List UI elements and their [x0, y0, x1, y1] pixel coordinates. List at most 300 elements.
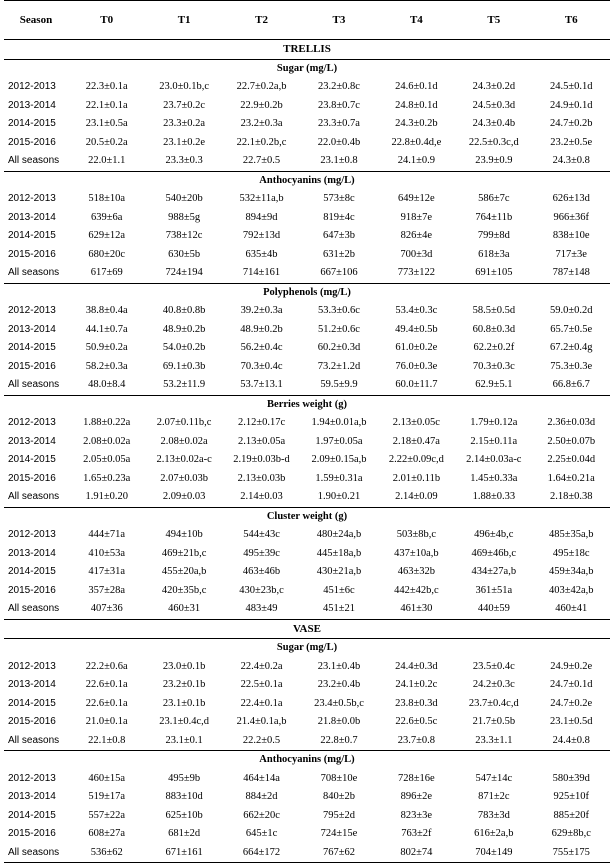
value-cell: 24.5±0.1d	[550, 81, 593, 92]
value-cell: 2.07±0.03b	[160, 472, 209, 484]
season-cell: 2012-2013	[8, 193, 56, 204]
value-cell: 738±12c	[165, 230, 203, 241]
table-row	[4, 246, 610, 265]
season-cell: 2014-2015	[8, 118, 56, 129]
value-cell: 24.6±0.1d	[395, 81, 438, 92]
table-row	[4, 321, 610, 340]
table-row	[4, 227, 610, 246]
all-seasons-row	[4, 264, 610, 283]
value-cell: 966±36f	[553, 211, 590, 223]
value-cell: 518±10a	[88, 193, 126, 204]
value-cell: 22.8±0.7	[300, 732, 377, 751]
treatment-column-header: T2	[223, 1, 300, 40]
value-cell: 24.2±0.3c	[472, 679, 515, 690]
value-cell: 783±3d	[477, 809, 510, 821]
value-cell: 717±3e	[555, 248, 587, 260]
value-cell: 22.8±0.4d,e	[391, 136, 442, 148]
table-row	[4, 582, 610, 601]
table-body	[4, 40, 610, 863]
value-cell: 48.9±0.2b	[240, 323, 283, 335]
value-cell: 23.1±0.1b	[162, 697, 206, 709]
value-cell: 22.1±0.2b,c	[236, 136, 287, 148]
season-cell: 2014-2015	[8, 230, 56, 241]
value-cell: 437±10a,b	[394, 547, 439, 559]
value-cell: 22.6±0.5c	[395, 716, 438, 727]
value-cell: 1.64±0.21a	[547, 472, 595, 484]
treatment-column-header: T3	[300, 1, 377, 40]
season-cell: 2015-2016	[8, 136, 56, 148]
season-cell: 2013-2014	[8, 99, 56, 111]
value-cell: 925±10f	[553, 791, 590, 802]
season-cell: 2015-2016	[8, 472, 56, 484]
parameter-heading-row	[4, 171, 610, 190]
value-cell: 21.0±0.1a	[85, 716, 128, 727]
value-cell: 519±17a	[88, 791, 126, 802]
value-cell: 773±122	[378, 264, 455, 283]
season-cell: 2014-2015	[8, 809, 56, 821]
value-cell: 451±21	[300, 600, 377, 619]
value-cell: 22.1±0.1a	[85, 99, 128, 111]
value-cell: 434±27a,b	[471, 566, 517, 577]
table-row	[4, 470, 610, 489]
value-cell: 23.3±0.3	[145, 152, 222, 171]
value-cell: 23.2±0.1b	[162, 679, 206, 690]
value-cell: 536±62	[68, 844, 145, 863]
value-cell: 2.13±0.02a-c	[156, 454, 212, 465]
value-cell: 840±2b	[322, 791, 355, 802]
value-cell: 430±21a,b	[316, 566, 362, 577]
all-seasons-row	[4, 488, 610, 507]
value-cell: 24.3±0.8	[533, 152, 610, 171]
value-cell: 60.2±0.3d	[317, 342, 361, 353]
value-cell: 460±41	[533, 600, 610, 619]
value-cell: 988±5g	[168, 211, 201, 223]
value-cell: 700±3d	[400, 248, 433, 260]
value-cell: 66.8±6.7	[533, 376, 610, 395]
value-cell: 894±9d	[245, 211, 278, 223]
season-cell: 2013-2014	[8, 547, 56, 559]
value-cell: 24.3±0.2d	[472, 81, 516, 92]
parameter-title: Anthocyanins (mg/L)	[259, 174, 355, 186]
value-cell: 23.9±0.9	[455, 152, 532, 171]
value-cell: 440±59	[455, 600, 532, 619]
table-row	[4, 209, 610, 228]
table-row	[4, 339, 610, 358]
season-cell: All seasons	[4, 152, 68, 171]
parameter-title: Berries weight (g)	[267, 398, 347, 410]
season-cell: 2014-2015	[8, 454, 56, 465]
value-cell: 24.3±0.4b	[472, 118, 516, 129]
value-cell: 463±32b	[397, 566, 436, 577]
value-cell: 23.1±0.5d	[550, 716, 593, 727]
value-cell: 23.3±1.1	[455, 732, 532, 751]
value-cell: 460±31	[145, 600, 222, 619]
value-cell: 24.3±0.2b	[395, 118, 438, 129]
value-cell: 23.4±0.5b,c	[314, 697, 364, 709]
value-cell: 59.5±9.9	[300, 376, 377, 395]
value-cell: 62.2±0.2f	[473, 342, 515, 353]
value-cell: 1.59±0.31a	[315, 472, 363, 484]
value-cell: 823±3e	[400, 809, 433, 821]
value-cell: 75.3±0.3e	[550, 360, 593, 372]
value-cell: 24.9±0.2e	[550, 660, 593, 672]
table-row	[4, 78, 610, 97]
value-cell: 681±2d	[168, 828, 201, 839]
table-row	[4, 825, 610, 844]
value-cell: 1.79±0.12a	[470, 417, 518, 428]
value-cell: 24.5±0.3d	[472, 99, 516, 111]
value-cell: 1.97±0.05a	[315, 435, 363, 447]
value-cell: 22.7±0.2a,b	[236, 81, 287, 92]
value-cell: 787±148	[533, 264, 610, 283]
value-cell: 667±106	[300, 264, 377, 283]
value-cell: 53.2±11.9	[145, 376, 222, 395]
table-row	[4, 526, 610, 545]
value-cell: 22.0±0.4b	[317, 136, 361, 148]
value-cell: 495±39c	[243, 547, 280, 559]
value-cell: 59.0±0.2d	[550, 305, 593, 316]
value-cell: 2.13±0.05a	[237, 435, 286, 447]
season-cell: All seasons	[4, 264, 68, 283]
value-cell: 1.94±0.01a,b	[311, 417, 367, 428]
value-cell: 22.5±0.3c,d	[468, 136, 519, 148]
value-cell: 838±10e	[552, 230, 590, 241]
value-cell: 496±4b,c	[474, 529, 514, 540]
season-cell: 2012-2013	[8, 529, 56, 540]
value-cell: 23.0±0.1b,c	[159, 81, 210, 92]
value-cell: 704±149	[455, 844, 532, 863]
value-cell: 728±16e	[398, 772, 435, 784]
value-cell: 635±4b	[245, 248, 278, 260]
all-seasons-row	[4, 600, 610, 619]
value-cell: 361±51a	[475, 584, 513, 596]
value-cell: 680±20c	[88, 248, 126, 260]
value-cell: 58.5±0.5d	[472, 305, 516, 316]
value-cell: 22.4±0.1a	[240, 697, 283, 709]
value-cell: 629±12a	[88, 230, 126, 241]
season-cell: 2013-2014	[8, 791, 56, 802]
value-cell: 2.50±0.07b	[547, 435, 596, 447]
value-cell: 464±14a	[243, 772, 280, 784]
season-cell: 2015-2016	[8, 248, 56, 260]
value-cell: 23.2±0.8c	[318, 81, 360, 92]
value-cell: 70.3±0.3c	[472, 360, 515, 372]
value-cell: 460±15a	[88, 772, 126, 784]
season-cell: 2012-2013	[8, 81, 56, 92]
value-cell: 586±7c	[478, 193, 510, 204]
value-cell: 50.9±0.2a	[85, 342, 128, 353]
value-cell: 626±13d	[552, 193, 590, 204]
value-cell: 691±105	[455, 264, 532, 283]
season-cell: 2015-2016	[8, 360, 56, 372]
value-cell: 22.0±1.1	[68, 152, 145, 171]
header-row	[4, 1, 610, 40]
all-seasons-row	[4, 732, 610, 751]
value-cell: 1.88±0.22a	[83, 417, 131, 428]
treatment-column-header: T0	[68, 1, 145, 40]
value-cell: 708±10e	[320, 772, 358, 784]
value-cell: 2.09±0.15a,b	[311, 454, 367, 465]
treatment-column-header: T5	[455, 1, 532, 40]
value-cell: 23.7±0.4c,d	[468, 697, 519, 709]
value-cell: 23.1±0.1	[145, 732, 222, 751]
all-seasons-row	[4, 844, 610, 863]
value-cell: 23.1±0.2e	[163, 136, 206, 148]
value-cell: 22.9±0.2b	[240, 99, 283, 111]
value-cell: 1.65±0.23a	[83, 472, 131, 484]
value-cell: 2.19±0.03b-d	[233, 454, 290, 465]
value-cell: 871±2c	[478, 791, 510, 802]
value-cell: 645±1c	[245, 828, 278, 839]
value-cell: 2.22±0.09c,d	[388, 454, 444, 465]
value-cell: 483±49	[223, 600, 300, 619]
value-cell: 714±161	[223, 264, 300, 283]
value-cell: 463±46b	[242, 566, 281, 577]
parameter-heading-row	[4, 283, 610, 302]
season-cell: 2012-2013	[8, 417, 56, 428]
value-cell: 70.3±0.4c	[240, 360, 283, 372]
value-cell: 20.5±0.2a	[85, 136, 128, 148]
season-cell: 2015-2016	[8, 828, 56, 839]
value-cell: 22.6±0.1a	[85, 679, 128, 690]
value-cell: 403±42a,b	[548, 584, 594, 596]
value-cell: 357±28a	[88, 584, 126, 596]
season-cell: 2013-2014	[8, 211, 56, 223]
value-cell: 69.1±0.3b	[162, 360, 206, 372]
value-cell: 23.2±0.5e	[550, 136, 593, 148]
value-cell: 451±6c	[323, 584, 355, 596]
value-cell: 2.18±0.38	[533, 488, 610, 507]
all-seasons-row	[4, 376, 610, 395]
value-cell: 2.15±0.11a	[470, 435, 518, 447]
season-cell: 2012-2013	[8, 305, 56, 316]
table-row	[4, 770, 610, 789]
treatment-column-header: T6	[533, 1, 610, 40]
season-cell: 2012-2013	[8, 660, 56, 672]
value-cell: 461±30	[378, 600, 455, 619]
value-cell: 544±43c	[243, 529, 280, 540]
value-cell: 39.2±0.3a	[240, 305, 283, 316]
value-cell: 62.9±5.1	[455, 376, 532, 395]
value-cell: 430±23b,c	[239, 584, 284, 596]
value-cell: 417±31a	[88, 566, 126, 577]
value-cell: 885±20f	[553, 809, 590, 821]
value-cell: 24.7±0.2e	[550, 697, 593, 709]
value-cell: 24.4±0.3d	[395, 660, 438, 672]
table-row	[4, 190, 610, 209]
value-cell: 617±69	[68, 264, 145, 283]
season-cell: 2014-2015	[8, 697, 56, 709]
value-cell: 2.05±0.05a	[83, 454, 131, 465]
table-row	[4, 695, 610, 714]
value-cell: 764±11b	[475, 211, 513, 223]
value-cell: 23.0±0.1b	[162, 660, 206, 672]
value-cell: 2.13±0.05c	[392, 417, 440, 428]
value-cell: 662±20c	[243, 809, 280, 821]
value-cell: 795±2d	[322, 809, 355, 821]
season-cell: All seasons	[4, 844, 68, 863]
value-cell: 2.14±0.03a-c	[466, 454, 522, 465]
value-cell: 22.1±0.8	[68, 732, 145, 751]
value-cell: 883±10d	[165, 791, 203, 802]
value-cell: 2.18±0.47a	[392, 435, 440, 447]
value-cell: 671±161	[145, 844, 222, 863]
value-cell: 459±34a,b	[548, 566, 594, 577]
section-title: VASE	[4, 619, 610, 639]
value-cell: 495±9b	[168, 772, 201, 784]
season-cell: 2013-2014	[8, 679, 56, 690]
value-cell: 23.3±0.2a	[163, 118, 206, 129]
value-cell: 53.4±0.3c	[395, 305, 438, 316]
value-cell: 2.36±0.03d	[547, 417, 596, 428]
table-row	[4, 545, 610, 564]
value-cell: 21.8±0.0b	[317, 716, 361, 727]
value-cell: 40.8±0.8b	[162, 305, 206, 316]
value-cell: 22.2±0.5	[223, 732, 300, 751]
parameter-heading-row	[4, 59, 610, 78]
value-cell: 22.3±0.1a	[85, 81, 128, 92]
season-cell: All seasons	[4, 488, 68, 507]
value-cell: 639±6a	[90, 211, 123, 223]
value-cell: 532±11a,b	[239, 193, 284, 204]
value-cell: 442±42b,c	[394, 584, 439, 596]
section-heading-row	[4, 619, 610, 639]
parameter-title: Sugar (mg/L)	[276, 642, 338, 653]
value-cell: 1.45±0.33a	[470, 472, 518, 484]
value-cell: 455±20a,b	[161, 566, 207, 577]
value-cell: 73.2±1.2d	[317, 360, 361, 372]
value-cell: 540±20b	[165, 193, 203, 204]
value-cell: 49.4±0.5b	[395, 323, 438, 335]
parameter-title: Cluster weight (g)	[266, 510, 348, 522]
value-cell: 23.2±0.3a	[240, 118, 283, 129]
value-cell: 54.0±0.2b	[162, 342, 206, 353]
parameter-title: Polyphenols (mg/L)	[263, 286, 351, 298]
value-cell: 485±35a,b	[548, 529, 594, 540]
value-cell: 755±175	[533, 844, 610, 863]
value-cell: 60.8±0.3d	[472, 323, 516, 335]
value-cell: 616±2a,b	[474, 828, 514, 839]
value-cell: 23.7±0.8	[378, 732, 455, 751]
value-cell: 896±2e	[400, 791, 433, 802]
value-cell: 22.5±0.1a	[240, 679, 283, 690]
value-cell: 2.14±0.09	[378, 488, 455, 507]
value-cell: 2.09±0.03	[145, 488, 222, 507]
parameter-heading-row	[4, 639, 610, 658]
value-cell: 420±35b,c	[161, 584, 207, 596]
table-row	[4, 358, 610, 377]
value-cell: 23.8±0.3d	[395, 697, 438, 709]
value-cell: 2.25±0.04d	[547, 454, 596, 465]
season-cell: 2012-2013	[8, 772, 56, 784]
value-cell: 573±8c	[323, 193, 355, 204]
section-heading-row	[4, 40, 610, 60]
value-cell: 629±8b,c	[551, 828, 591, 839]
table-row	[4, 713, 610, 732]
value-cell: 53.3±0.6c	[318, 305, 360, 316]
value-cell: 67.2±0.4g	[550, 342, 593, 353]
value-cell: 763±2f	[401, 828, 432, 839]
treatment-column-header: T1	[145, 1, 222, 40]
value-cell: 22.7±0.5	[223, 152, 300, 171]
value-cell: 724±194	[145, 264, 222, 283]
value-cell: 495±18c	[552, 547, 590, 559]
value-cell: 76.0±0.3e	[395, 360, 438, 372]
value-cell: 56.2±0.4c	[240, 342, 283, 353]
value-cell: 407±36	[68, 600, 145, 619]
value-cell: 826±4e	[400, 230, 433, 241]
value-cell: 664±172	[223, 844, 300, 863]
table-row	[4, 563, 610, 582]
value-cell: 23.2±0.4b	[317, 679, 361, 690]
value-cell: 918±7e	[400, 211, 433, 223]
value-cell: 819±4c	[323, 211, 355, 223]
value-cell: 23.1±0.4b	[317, 660, 361, 672]
value-cell: 23.7±0.2c	[163, 99, 206, 111]
parameter-heading-row	[4, 395, 610, 414]
value-cell: 23.1±0.5a	[85, 118, 128, 129]
table-row	[4, 807, 610, 826]
value-cell: 51.2±0.6c	[318, 323, 360, 335]
value-cell: 1.91±0.20	[68, 488, 145, 507]
value-cell: 24.7±0.1d	[550, 679, 593, 690]
value-cell: 469±46b,c	[471, 547, 517, 559]
value-cell: 24.4±0.8	[533, 732, 610, 751]
parameter-title: Sugar (mg/L)	[276, 62, 338, 74]
value-cell: 767±62	[300, 844, 377, 863]
value-cell: 444±71a	[88, 529, 126, 540]
value-cell: 60.0±11.7	[378, 376, 455, 395]
value-cell: 61.0±0.2e	[395, 342, 438, 353]
value-cell: 21.7±0.5b	[472, 716, 516, 727]
value-cell: 2.08±0.02a	[160, 435, 208, 447]
parameter-title: Anthocyanins (mg/L)	[259, 754, 355, 765]
value-cell: 503±8b,c	[396, 529, 437, 540]
value-cell: 630±5b	[168, 248, 201, 260]
value-cell: 724±15e	[320, 828, 358, 839]
value-cell: 2.14±0.03	[223, 488, 300, 507]
value-cell: 1.88±0.33	[455, 488, 532, 507]
value-cell: 631±2b	[322, 248, 355, 260]
value-cell: 53.7±13.1	[223, 376, 300, 395]
value-cell: 58.2±0.3a	[85, 360, 128, 372]
value-cell: 22.2±0.6a	[85, 660, 128, 672]
value-cell: 2.08±0.02a	[83, 435, 131, 447]
value-cell: 618±3a	[478, 248, 510, 260]
parameter-heading-row	[4, 751, 610, 770]
value-cell: 625±10b	[165, 809, 203, 821]
value-cell: 792±13d	[242, 230, 281, 241]
value-cell: 884±2d	[245, 791, 278, 802]
value-cell: 23.3±0.7a	[318, 118, 360, 129]
table-row	[4, 97, 610, 116]
table-row	[4, 115, 610, 134]
table-header	[4, 1, 610, 40]
value-cell: 23.5±0.4c	[472, 660, 515, 672]
treatment-column-header: T4	[378, 1, 455, 40]
value-cell: 608±27a	[88, 828, 126, 839]
value-cell: 23.8±0.7c	[318, 99, 360, 111]
value-cell: 2.01±0.11b	[392, 472, 441, 484]
season-cell: 2013-2014	[8, 323, 56, 335]
season-cell: All seasons	[4, 376, 68, 395]
value-cell: 1.90±0.21	[300, 488, 377, 507]
value-cell: 469±21b,c	[161, 547, 207, 559]
table-row	[4, 451, 610, 470]
value-cell: 23.1±0.4c,d	[159, 716, 210, 727]
all-seasons-row	[4, 152, 610, 171]
value-cell: 22.4±0.2a	[240, 660, 283, 672]
